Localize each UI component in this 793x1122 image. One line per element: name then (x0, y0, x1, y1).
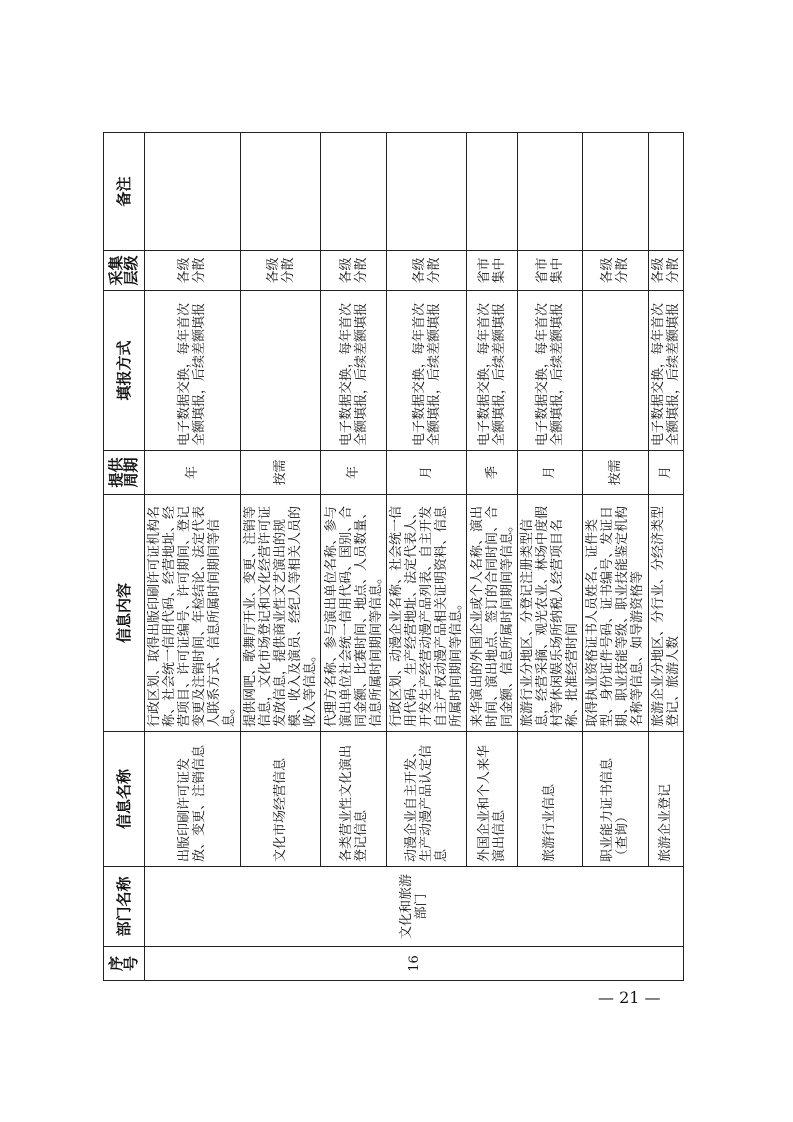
table-row (386, 133, 467, 981)
table-row (321, 133, 386, 981)
info-name-cell: 动漫企业自主开发、生产动漫产品认定信息 (386, 732, 467, 867)
period-cell: 按需 (583, 451, 648, 495)
info-name-cell: 旅游行业信息 (517, 732, 582, 867)
content-cell: 旅游行业分地区、分登记注册类型信息，经营采摘、观光农业、林场中度假村等休闲娱乐场所纳税人经营项目名称、批准经营时间 (517, 495, 582, 732)
level-cell: 省市集中 (517, 251, 582, 291)
note-cell (648, 133, 683, 251)
table-header-row (104, 133, 145, 981)
rotated-table-container (103, 133, 684, 981)
table-row (517, 133, 582, 981)
table-row (240, 133, 321, 981)
content-cell: 行政区划、取得出版印刷许可证机构名称、社会统一信用代码、经营地址、经营项目、许可证编号、许可期间、登记变更及注销时间、年检结论、法定代表人联系方式、信息所属时间期间等信息。 (145, 495, 241, 732)
note-cell (517, 133, 582, 251)
page-number: — 21 — (598, 988, 661, 1007)
note-cell (386, 133, 467, 251)
header-period: 提供周期 (104, 451, 145, 495)
period-cell: 年 (145, 451, 241, 495)
info-table (103, 132, 684, 981)
header-note: 备注 (104, 133, 145, 251)
info-name-cell: 旅游企业登记 (648, 732, 683, 867)
method-cell: 电子数据交换，每年首次全额填报，后续差额填报 (321, 291, 386, 451)
dept-cell: 文化和旅游部门 (145, 867, 684, 947)
header-level: 采集层级 (104, 251, 145, 291)
info-name-cell: 职业能力证书信息（查询） (583, 732, 648, 867)
level-cell: 省市集中 (467, 251, 517, 291)
content-cell: 代理方名称、参与演出单位名称、参与演出单位社会统一信用代码、国别、合同金额、比赛时间、地点、人员数量、信息所属时间期间等信息。 (321, 495, 386, 732)
level-cell: 各级分散 (648, 251, 683, 291)
seq-cell: 16 (145, 947, 684, 981)
content-cell: 旅游企业分地区、分行业、分经济类型登记、旅游人数 (648, 495, 683, 732)
period-cell: 月 (517, 451, 582, 495)
content-cell: 行政区划、动漫企业名称、社会统一信用代码、生产经营地址、法定代表人、开发生产经营动漫产品列表、自主开发自主产权动漫产品相关证明资料、信息所属时间期间等信息。 (386, 495, 467, 732)
period-cell: 月 (386, 451, 467, 495)
table-row (583, 133, 648, 981)
note-cell (321, 133, 386, 251)
info-name-cell: 外国企业和个人来华演出信息 (467, 732, 517, 867)
content-cell: 提供网吧、歌舞厅开业、变更、注销等信息，文化市场登记和文化经营许可证发放信息，提供商业性文艺演出的规模、收入及演员、经纪人等相关人员的收入等信息。 (240, 495, 321, 732)
period-cell: 按需 (240, 451, 321, 495)
period-cell: 月 (648, 451, 683, 495)
note-cell (240, 133, 321, 251)
note-cell (145, 133, 241, 251)
method-cell: 电子数据交换，每年首次全额填报，后续差额填报 (386, 291, 467, 451)
table-row (467, 133, 517, 981)
level-cell: 各级分散 (145, 251, 241, 291)
level-cell: 各级分散 (386, 251, 467, 291)
level-cell: 各级分散 (583, 251, 648, 291)
header-info-name: 信息名称 (104, 732, 145, 867)
note-cell (467, 133, 517, 251)
content-cell: 来华演出的外国企业或个人名称、演出时间、演出地点、签订的合同时间、合同金额、信息所属时间期间等信息。 (467, 495, 517, 732)
header-dept: 部门名称 (104, 867, 145, 947)
method-cell (583, 291, 648, 451)
method-cell: 电子数据交换，每年首次全额填报，后续差额填报 (517, 291, 582, 451)
method-cell: 电子数据交换，每年首次全额填报，后续差额填报 (145, 291, 241, 451)
table-row (648, 133, 683, 981)
level-cell: 各级分散 (321, 251, 386, 291)
header-content: 信息内容 (104, 495, 145, 732)
period-cell: 季 (467, 451, 517, 495)
note-cell (583, 133, 648, 251)
info-name-cell: 各类营业性文化演出登记信息 (321, 732, 386, 867)
header-seq: 序号 (104, 947, 145, 981)
period-cell: 年 (321, 451, 386, 495)
method-cell: 电子数据交换，每年首次全额填报，后续差额填报 (648, 291, 683, 451)
info-name-cell: 文化市场经营信息 (240, 732, 321, 867)
method-cell: 电子数据交换，每年首次全额填报，后续差额填报 (467, 291, 517, 451)
method-cell (240, 291, 321, 451)
level-cell: 各级分散 (240, 251, 321, 291)
table-row (145, 133, 241, 981)
info-name-cell: 出版印刷许可证发放、变更、注销信息 (145, 732, 241, 867)
content-cell: 取得执业资格证书人员姓名、证件类型、身份证件号码、证书编号、发证日期、职业技能等级、职业技能鉴定机构名称等信息、如导游资格等 (583, 495, 648, 732)
header-method: 填报方式 (104, 291, 145, 451)
